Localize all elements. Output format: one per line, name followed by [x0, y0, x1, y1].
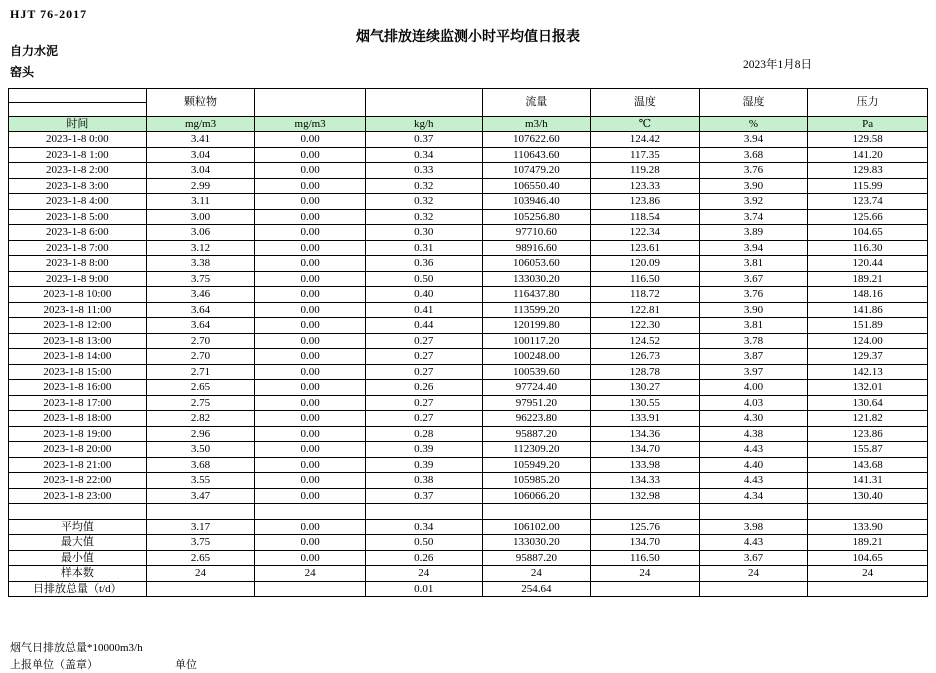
summary-row: [9, 581, 928, 597]
value-cell: 24: [591, 566, 700, 582]
value-cell: 97710.60: [482, 225, 591, 241]
value-cell: 0.00: [255, 209, 366, 225]
value-cell: 118.72: [591, 287, 700, 303]
value-cell: 189.21: [808, 271, 928, 287]
value-cell: 97724.40: [482, 380, 591, 396]
value-cell: 0.00: [255, 147, 366, 163]
table-row: [9, 240, 928, 256]
value-cell: 24: [255, 566, 366, 582]
value-cell: 0.00: [255, 519, 366, 535]
value-cell: 123.33: [591, 178, 700, 194]
row-label-cell: 2023-1-8 15:00: [9, 364, 147, 380]
value-cell: 2.65: [146, 550, 255, 566]
row-label-cell: 2023-1-8 19:00: [9, 426, 147, 442]
value-cell: 125.76: [591, 519, 700, 535]
value-cell: 2.99: [146, 178, 255, 194]
value-cell: [255, 504, 366, 520]
value-cell: 0.37: [365, 132, 482, 148]
col-header-flow: 流量: [482, 89, 591, 117]
row-label-cell: 2023-1-8 8:00: [9, 256, 147, 272]
table-row: [9, 442, 928, 458]
value-cell: 3.76: [699, 287, 808, 303]
value-cell: 0.00: [255, 132, 366, 148]
value-cell: 120.44: [808, 256, 928, 272]
value-cell: 133030.20: [482, 535, 591, 551]
table-row: [9, 318, 928, 334]
value-cell: 141.31: [808, 473, 928, 489]
table-row: [9, 457, 928, 473]
table-row: [9, 380, 928, 396]
value-cell: 151.89: [808, 318, 928, 334]
value-cell: 123.61: [591, 240, 700, 256]
table-row: [9, 256, 928, 272]
value-cell: [699, 504, 808, 520]
col-header-pressure: 压力: [808, 89, 928, 117]
value-cell: [482, 504, 591, 520]
value-cell: 2.75: [146, 395, 255, 411]
row-label-cell: 2023-1-8 4:00: [9, 194, 147, 210]
row-label-cell: 平均值: [9, 519, 147, 535]
value-cell: 24: [365, 566, 482, 582]
value-cell: 97951.20: [482, 395, 591, 411]
spacer-row: [9, 504, 928, 520]
value-cell: 0.39: [365, 457, 482, 473]
table-row: [9, 349, 928, 365]
value-cell: 3.47: [146, 488, 255, 504]
value-cell: 0.00: [255, 473, 366, 489]
value-cell: 116.50: [591, 271, 700, 287]
value-cell: 2.71: [146, 364, 255, 380]
value-cell: 107622.60: [482, 132, 591, 148]
value-cell: [808, 581, 928, 597]
value-cell: 4.38: [699, 426, 808, 442]
value-cell: 100539.60: [482, 364, 591, 380]
value-cell: 3.76: [699, 163, 808, 179]
value-cell: 105949.20: [482, 457, 591, 473]
empty-header-cell: [9, 103, 147, 117]
table-row: [9, 225, 928, 241]
value-cell: 141.86: [808, 302, 928, 318]
value-cell: 0.00: [255, 318, 366, 334]
value-cell: 104.65: [808, 550, 928, 566]
value-cell: 3.06: [146, 225, 255, 241]
row-label-cell: 2023-1-8 17:00: [9, 395, 147, 411]
value-cell: 0.01: [365, 581, 482, 597]
value-cell: 0.50: [365, 535, 482, 551]
value-cell: 3.00: [146, 209, 255, 225]
value-cell: 110643.60: [482, 147, 591, 163]
value-cell: 0.32: [365, 178, 482, 194]
table-row: [9, 271, 928, 287]
value-cell: 129.37: [808, 349, 928, 365]
value-cell: 0.00: [255, 488, 366, 504]
value-cell: 116.30: [808, 240, 928, 256]
value-cell: 0.00: [255, 240, 366, 256]
value-cell: [146, 581, 255, 597]
value-cell: 120199.80: [482, 318, 591, 334]
value-cell: 0.34: [365, 147, 482, 163]
value-cell: 129.83: [808, 163, 928, 179]
value-cell: 24: [482, 566, 591, 582]
value-cell: 0.00: [255, 411, 366, 427]
footer-report-unit-label: 上报单位（盖章）: [10, 659, 98, 671]
value-cell: 133.90: [808, 519, 928, 535]
value-cell: 134.33: [591, 473, 700, 489]
value-cell: 3.89: [699, 225, 808, 241]
value-cell: 0.36: [365, 256, 482, 272]
value-cell: 3.74: [699, 209, 808, 225]
value-cell: 2.96: [146, 426, 255, 442]
value-cell: 0.00: [255, 287, 366, 303]
summary-row: [9, 519, 928, 535]
value-cell: 3.97: [699, 364, 808, 380]
value-cell: 3.75: [146, 535, 255, 551]
value-cell: 4.43: [699, 473, 808, 489]
value-cell: [591, 504, 700, 520]
value-cell: 4.40: [699, 457, 808, 473]
value-cell: 124.52: [591, 333, 700, 349]
value-cell: 133.91: [591, 411, 700, 427]
row-label-cell: 2023-1-8 13:00: [9, 333, 147, 349]
table-row: [9, 163, 928, 179]
value-cell: 3.50: [146, 442, 255, 458]
row-label-cell: 2023-1-8 21:00: [9, 457, 147, 473]
table-row: [9, 132, 928, 148]
value-cell: 0.40: [365, 287, 482, 303]
value-cell: 2.70: [146, 349, 255, 365]
monitoring-data-table: [8, 88, 928, 597]
value-cell: 3.78: [699, 333, 808, 349]
table-row: [9, 473, 928, 489]
value-cell: 3.11: [146, 194, 255, 210]
value-cell: 0.00: [255, 256, 366, 272]
value-cell: 106102.00: [482, 519, 591, 535]
value-cell: 100117.20: [482, 333, 591, 349]
table-row: [9, 426, 928, 442]
value-cell: 100248.00: [482, 349, 591, 365]
value-cell: 96223.80: [482, 411, 591, 427]
value-cell: 119.28: [591, 163, 700, 179]
value-cell: 0.00: [255, 457, 366, 473]
unit-header-row: [9, 117, 928, 132]
value-cell: 130.55: [591, 395, 700, 411]
row-label-cell: 样本数: [9, 566, 147, 582]
value-cell: 0.00: [255, 535, 366, 551]
value-cell: 0.31: [365, 240, 482, 256]
value-cell: 123.86: [591, 194, 700, 210]
value-cell: [255, 581, 366, 597]
row-label-cell: 2023-1-8 23:00: [9, 488, 147, 504]
col-header-temperature: 温度: [591, 89, 700, 117]
value-cell: 3.38: [146, 256, 255, 272]
footer-note: 烟气日排放总量*10000m3/h: [10, 642, 143, 654]
row-label-cell: 2023-1-8 5:00: [9, 209, 147, 225]
value-cell: 132.98: [591, 488, 700, 504]
value-cell: 4.00: [699, 380, 808, 396]
row-label-cell: 2023-1-8 1:00: [9, 147, 147, 163]
row-label-cell: 最小值: [9, 550, 147, 566]
value-cell: 0.00: [255, 225, 366, 241]
value-cell: 3.41: [146, 132, 255, 148]
value-cell: 130.64: [808, 395, 928, 411]
table-row: [9, 395, 928, 411]
value-cell: 130.40: [808, 488, 928, 504]
value-cell: 95887.20: [482, 426, 591, 442]
page-title: 烟气排放连续监测小时平均值日报表: [356, 30, 580, 45]
unit-percent: %: [699, 117, 808, 132]
value-cell: 4.43: [699, 535, 808, 551]
table-row: [9, 333, 928, 349]
value-cell: 0.00: [255, 395, 366, 411]
value-cell: 129.58: [808, 132, 928, 148]
value-cell: 106053.60: [482, 256, 591, 272]
row-label-cell: [9, 504, 147, 520]
value-cell: 0.00: [255, 349, 366, 365]
value-cell: 0.30: [365, 225, 482, 241]
value-cell: 0.00: [255, 271, 366, 287]
value-cell: 0.26: [365, 550, 482, 566]
value-cell: 3.90: [699, 178, 808, 194]
unit-pa: Pa: [808, 117, 928, 132]
value-cell: 0.00: [255, 194, 366, 210]
value-cell: 106066.20: [482, 488, 591, 504]
value-cell: 3.55: [146, 473, 255, 489]
row-label-cell: 2023-1-8 12:00: [9, 318, 147, 334]
value-cell: 0.32: [365, 209, 482, 225]
row-label-cell: 2023-1-8 7:00: [9, 240, 147, 256]
row-label-cell: 2023-1-8 16:00: [9, 380, 147, 396]
value-cell: 123.74: [808, 194, 928, 210]
value-cell: 0.27: [365, 349, 482, 365]
value-cell: 0.41: [365, 302, 482, 318]
value-cell: 3.04: [146, 147, 255, 163]
value-cell: 0.27: [365, 364, 482, 380]
value-cell: 3.68: [699, 147, 808, 163]
value-cell: 3.98: [699, 519, 808, 535]
value-cell: 3.94: [699, 240, 808, 256]
value-cell: 122.34: [591, 225, 700, 241]
group-header-row-1: [9, 89, 928, 103]
value-cell: 3.04: [146, 163, 255, 179]
row-label-cell: 2023-1-8 0:00: [9, 132, 147, 148]
value-cell: 3.12: [146, 240, 255, 256]
value-cell: 3.46: [146, 287, 255, 303]
summary-row: [9, 566, 928, 582]
value-cell: 112309.20: [482, 442, 591, 458]
value-cell: 98916.60: [482, 240, 591, 256]
value-cell: [365, 504, 482, 520]
value-cell: 0.00: [255, 302, 366, 318]
value-cell: 133030.20: [482, 271, 591, 287]
value-cell: 4.43: [699, 442, 808, 458]
value-cell: 95887.20: [482, 550, 591, 566]
row-label-cell: 日排放总量（t/d）: [9, 581, 147, 597]
value-cell: 0.00: [255, 364, 366, 380]
value-cell: [699, 581, 808, 597]
value-cell: 3.75: [146, 271, 255, 287]
value-cell: 155.87: [808, 442, 928, 458]
value-cell: 0.26: [365, 380, 482, 396]
value-cell: 122.30: [591, 318, 700, 334]
standard-code: HJT 76-2017: [10, 7, 88, 21]
value-cell: 128.78: [591, 364, 700, 380]
row-label-cell: 2023-1-8 11:00: [9, 302, 147, 318]
value-cell: 134.70: [591, 442, 700, 458]
summary-row: [9, 535, 928, 551]
value-cell: 120.09: [591, 256, 700, 272]
value-cell: 3.17: [146, 519, 255, 535]
unit-mg-m3-2: mg/m3: [255, 117, 366, 132]
value-cell: 0.34: [365, 519, 482, 535]
value-cell: 4.34: [699, 488, 808, 504]
value-cell: 123.86: [808, 426, 928, 442]
col-header-blank-2: [365, 89, 482, 117]
value-cell: 106550.40: [482, 178, 591, 194]
footer-unit-label: 单位: [175, 659, 197, 671]
value-cell: 124.42: [591, 132, 700, 148]
table-row: [9, 194, 928, 210]
value-cell: [146, 504, 255, 520]
table-row: [9, 147, 928, 163]
value-cell: 0.39: [365, 442, 482, 458]
value-cell: 116437.80: [482, 287, 591, 303]
value-cell: [591, 581, 700, 597]
unit-celsius: ℃: [591, 117, 700, 132]
unit-mg-m3-1: mg/m3: [146, 117, 255, 132]
empty-header-cell: [9, 89, 147, 103]
value-cell: 0.27: [365, 411, 482, 427]
value-cell: 115.99: [808, 178, 928, 194]
col-header-time: 时间: [9, 117, 147, 132]
report-date: 2023年1月8日: [743, 59, 812, 71]
row-label-cell: 2023-1-8 6:00: [9, 225, 147, 241]
value-cell: 3.87: [699, 349, 808, 365]
unit-kg-h: kg/h: [365, 117, 482, 132]
table-row: [9, 411, 928, 427]
summary-row: [9, 550, 928, 566]
value-cell: 24: [146, 566, 255, 582]
value-cell: 3.67: [699, 271, 808, 287]
unit-m3-h: m3/h: [482, 117, 591, 132]
value-cell: 3.68: [146, 457, 255, 473]
value-cell: 0.00: [255, 380, 366, 396]
report-table-body: [9, 89, 928, 597]
value-cell: 0.00: [255, 550, 366, 566]
value-cell: 3.92: [699, 194, 808, 210]
value-cell: 0.44: [365, 318, 482, 334]
value-cell: 3.90: [699, 302, 808, 318]
value-cell: 2.82: [146, 411, 255, 427]
col-header-particulate: 颗粒物: [146, 89, 255, 117]
value-cell: 103946.40: [482, 194, 591, 210]
value-cell: 130.27: [591, 380, 700, 396]
value-cell: 3.81: [699, 318, 808, 334]
value-cell: 143.68: [808, 457, 928, 473]
value-cell: 254.64: [482, 581, 591, 597]
value-cell: 0.32: [365, 194, 482, 210]
value-cell: 3.64: [146, 318, 255, 334]
value-cell: 133.98: [591, 457, 700, 473]
value-cell: 118.54: [591, 209, 700, 225]
table-row: [9, 178, 928, 194]
value-cell: 3.81: [699, 256, 808, 272]
value-cell: 0.00: [255, 442, 366, 458]
table-row: [9, 302, 928, 318]
value-cell: 0.27: [365, 395, 482, 411]
value-cell: 116.50: [591, 550, 700, 566]
value-cell: 126.73: [591, 349, 700, 365]
value-cell: 0.33: [365, 163, 482, 179]
col-header-blank-1: [255, 89, 366, 117]
value-cell: 142.13: [808, 364, 928, 380]
table-row: [9, 209, 928, 225]
row-label-cell: 2023-1-8 18:00: [9, 411, 147, 427]
value-cell: 107479.20: [482, 163, 591, 179]
value-cell: 105256.80: [482, 209, 591, 225]
row-label-cell: 2023-1-8 3:00: [9, 178, 147, 194]
row-label-cell: 2023-1-8 20:00: [9, 442, 147, 458]
monitoring-location: 窑头: [10, 65, 35, 79]
value-cell: 121.82: [808, 411, 928, 427]
value-cell: 189.21: [808, 535, 928, 551]
value-cell: 124.00: [808, 333, 928, 349]
value-cell: 141.20: [808, 147, 928, 163]
value-cell: 2.70: [146, 333, 255, 349]
row-label-cell: 2023-1-8 9:00: [9, 271, 147, 287]
value-cell: 3.64: [146, 302, 255, 318]
row-label-cell: 2023-1-8 2:00: [9, 163, 147, 179]
value-cell: 0.37: [365, 488, 482, 504]
row-label-cell: 2023-1-8 10:00: [9, 287, 147, 303]
value-cell: 4.03: [699, 395, 808, 411]
value-cell: 117.35: [591, 147, 700, 163]
value-cell: 104.65: [808, 225, 928, 241]
table-row: [9, 364, 928, 380]
row-label-cell: 2023-1-8 14:00: [9, 349, 147, 365]
value-cell: 0.38: [365, 473, 482, 489]
value-cell: 4.30: [699, 411, 808, 427]
value-cell: 24: [808, 566, 928, 582]
value-cell: 132.01: [808, 380, 928, 396]
value-cell: 3.94: [699, 132, 808, 148]
row-label-cell: 最大值: [9, 535, 147, 551]
value-cell: [808, 504, 928, 520]
value-cell: 113599.20: [482, 302, 591, 318]
table-row: [9, 287, 928, 303]
value-cell: 0.28: [365, 426, 482, 442]
value-cell: 2.65: [146, 380, 255, 396]
value-cell: 0.00: [255, 163, 366, 179]
value-cell: 0.50: [365, 271, 482, 287]
value-cell: 0.00: [255, 426, 366, 442]
value-cell: 105985.20: [482, 473, 591, 489]
value-cell: 125.66: [808, 209, 928, 225]
value-cell: 122.81: [591, 302, 700, 318]
value-cell: 0.27: [365, 333, 482, 349]
row-label-cell: 2023-1-8 22:00: [9, 473, 147, 489]
company-name: 自力水泥: [10, 44, 59, 58]
value-cell: 0.00: [255, 178, 366, 194]
value-cell: 0.00: [255, 333, 366, 349]
value-cell: 134.70: [591, 535, 700, 551]
value-cell: 148.16: [808, 287, 928, 303]
value-cell: 3.67: [699, 550, 808, 566]
value-cell: 134.36: [591, 426, 700, 442]
col-header-humidity: 湿度: [699, 89, 808, 117]
table-row: [9, 488, 928, 504]
value-cell: 24: [699, 566, 808, 582]
